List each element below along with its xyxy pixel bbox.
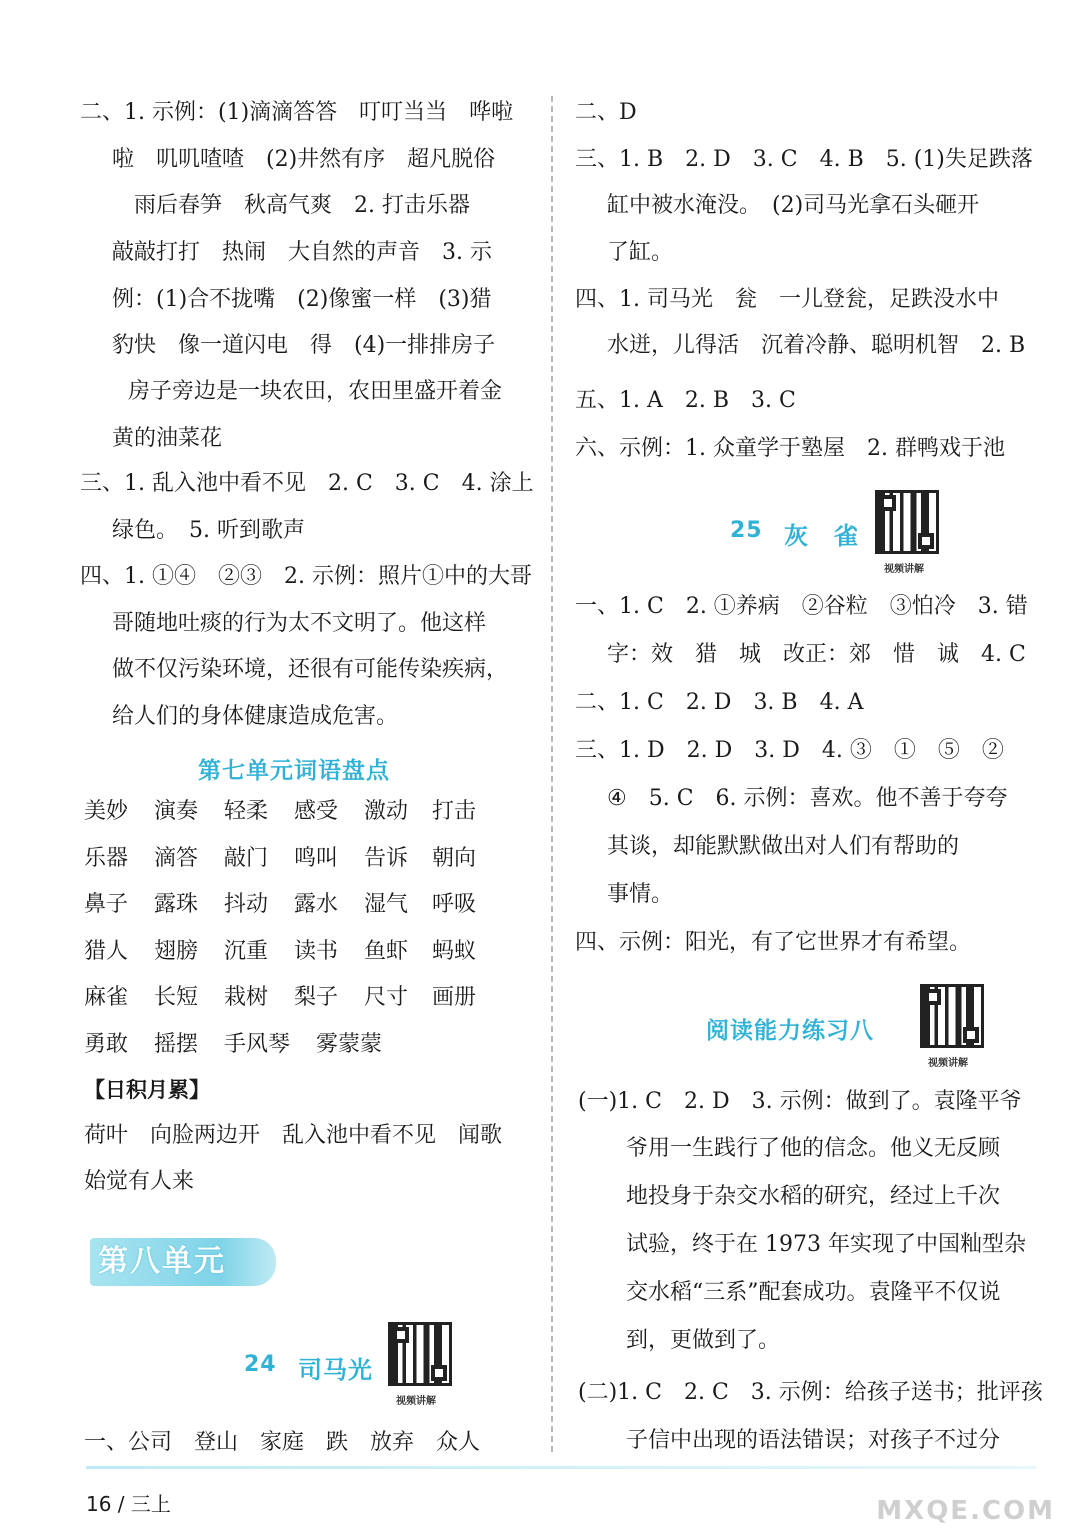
answer-line: 三、1. B 2. D 3. C 4. B 5. (1)失足跌落: [575, 147, 1033, 172]
vocab-word: 乐器: [84, 845, 129, 871]
answer-line: 例：(1)合不拢嘴 (2)像蜜一样 (3)猎: [112, 287, 492, 312]
answer-line: 到，更做到了。: [626, 1328, 781, 1353]
answer-line: 四、1. ①④ ②③ 2. 示例：照片①中的大哥: [80, 564, 532, 589]
vocab-word: 露水: [294, 892, 339, 917]
vocab-word: 敲门: [224, 845, 269, 871]
qr-code-icon[interactable]: [875, 490, 939, 554]
answer-line: 爷用一生践行了他的信念。他义无反顾: [626, 1136, 1001, 1161]
answer-line: (一)1. C 2. D 3. 示例：做到了。袁隆平爷: [578, 1089, 1022, 1114]
vocab-word: 长短: [154, 985, 199, 1010]
answer-line: 雨后春笋 秋高气爽 2. 打击乐器: [134, 193, 470, 218]
answer-line: 四、1. 司马光 瓮 一儿登瓮，足跌没水中: [575, 287, 999, 312]
vocab-word: 翅膀: [154, 938, 199, 964]
vocab-word: 滴答: [154, 845, 199, 871]
lesson-number: 25: [730, 518, 763, 543]
answer-line: 字：效 猎 城 改正：郊 惜 诚 4. C: [607, 642, 1026, 667]
vocab-word: 轻柔: [224, 799, 269, 824]
answer-line: 啦 叽叽喳喳 (2)井然有序 超凡脱俗: [112, 147, 496, 172]
qr-caption: 视频讲解: [396, 1396, 436, 1407]
answer-line: 地投身于杂交水稻的研究，经过上千次: [626, 1184, 1001, 1209]
vocab-word: 呼吸: [432, 892, 477, 917]
answer-line: 二、1. C 2. D 3. B 4. A: [575, 690, 864, 715]
vocab-word: 手风琴: [224, 1031, 291, 1057]
answer-line: 哥随地吐痰的行为太不文明了。他这样: [112, 611, 487, 636]
page-number: 16 / 三上: [86, 1492, 171, 1516]
vocab-word: 激动: [364, 799, 409, 824]
unit-banner: 第八单元: [90, 1238, 276, 1286]
vocab-word: 露珠: [154, 892, 199, 917]
vocab-word: 读书: [294, 938, 339, 964]
answer-line: 四、示例：阳光，有了它世界才有希望。: [575, 930, 972, 955]
answer-line: (二)1. C 2. C 3. 示例：给孩子送书；批评孩: [578, 1380, 1043, 1405]
qr-caption: 视频讲解: [884, 564, 924, 575]
vocab-word: 栽树: [224, 985, 269, 1010]
riji-line: 始觉有人来: [84, 1169, 195, 1194]
answer-line: 子信中出现的语法错误；对孩子不过分: [626, 1428, 1001, 1453]
answer-line: 房子旁边是一块农田，农田里盛开着金: [128, 379, 503, 404]
answer-line: 其谈，却能默默做出对人们有帮助的: [607, 834, 960, 859]
vocab-word: 尺寸: [364, 985, 409, 1010]
vocab-word: 演奏: [154, 799, 199, 824]
vocab-heading: 第七单元词语盘点: [198, 758, 390, 784]
vocab-word: 蚂蚁: [432, 938, 477, 964]
watermark: MXQE.COM: [876, 1496, 1055, 1526]
answer-line: 三、1. D 2. D 3. D 4. ③ ① ⑤ ②: [575, 738, 1004, 763]
answer-line: 水迸，儿得活 沉着冷静、聪明机智 2. B: [607, 333, 1026, 358]
riji-heading: 【日积月累】: [84, 1078, 210, 1102]
vocab-word: 鱼虾: [364, 938, 409, 964]
vocab-word: 猎人: [84, 938, 129, 964]
qr-caption: 视频讲解: [928, 1058, 968, 1069]
answer-line: 二、D: [575, 100, 637, 125]
vocab-word: 鼻子: [84, 892, 129, 917]
vocab-word: 梨子: [294, 985, 339, 1010]
vocab-word: 抖动: [224, 892, 269, 917]
answer-line: 一、1. C 2. ①养病 ②谷粒 ③怕冷 3. 错: [575, 594, 1028, 619]
vocab-word: 感受: [294, 799, 339, 824]
vocab-word: 告诉: [364, 845, 409, 871]
lesson-title: 司马光: [298, 1356, 373, 1384]
footer-rule: [86, 1466, 1036, 1469]
answer-line: ④ 5. C 6. 示例：喜欢。他不善于夸夸: [607, 786, 1008, 811]
answer-line: 给人们的身体健康造成危害。: [112, 704, 399, 729]
answer-line: 了缸。: [607, 240, 674, 265]
answer-line: 做不仅污染环境，还很有可能传染疾病，: [112, 657, 509, 682]
vocab-word: 麻雀: [84, 985, 129, 1010]
vocab-word: 沉重: [224, 938, 269, 964]
column-divider: [551, 96, 553, 1452]
qr-code-icon[interactable]: [388, 1322, 452, 1386]
answer-line: 二、1. 示例：(1)滴滴答答 叮叮当当 哗啦: [80, 100, 514, 125]
answer-line: 三、1. 乱入池中看不见 2. C 3. C 4. 涂上: [80, 471, 534, 496]
answer-line: 黄的油菜花: [112, 426, 223, 451]
answer-line: 豹快 像一道闪电 得 (4)一排排房子: [112, 333, 496, 358]
vocab-word: 湿气: [364, 892, 409, 917]
answer-line: 敲敲打打 热闹 大自然的声音 3. 示: [112, 240, 492, 265]
lesson-title: 灰 雀: [784, 522, 859, 550]
answer-line: 五、1. A 2. B 3. C: [575, 388, 796, 413]
vocab-word: 画册: [432, 985, 477, 1010]
vocab-word: 雾蒙蒙: [316, 1031, 383, 1057]
vocab-word: 勇敢: [84, 1031, 129, 1057]
answer-line: 六、示例：1. 众童学于塾屋 2. 群鸭戏于池: [575, 436, 1005, 461]
vocab-word: 鸣叫: [294, 845, 339, 871]
answer-line: 绿色。 5. 听到歌声: [112, 518, 305, 543]
riji-line: 荷叶 向脸两边开 乱入池中看不见 闻歌: [84, 1123, 503, 1148]
answer-line: 缸中被水淹没。 (2)司马光拿石头砸开: [607, 193, 980, 218]
vocab-word: 朝向: [432, 845, 477, 871]
answer-line: 交水稻“三系”配套成功。袁隆平不仅说: [626, 1280, 1001, 1305]
answer-line: 试验，终于在 1973 年实现了中国籼型杂: [626, 1232, 1026, 1257]
vocab-word: 摇摆: [154, 1031, 199, 1057]
lesson-number: 24: [244, 1352, 277, 1377]
answer-line: 一、公司 登山 家庭 跌 放弃 众人: [84, 1430, 481, 1455]
vocab-word: 打击: [432, 799, 477, 824]
answer-line: 事情。: [607, 882, 674, 907]
reading-heading: 阅读能力练习八: [706, 1018, 874, 1044]
vocab-word: 美妙: [84, 799, 129, 824]
qr-code-icon[interactable]: [920, 984, 984, 1048]
